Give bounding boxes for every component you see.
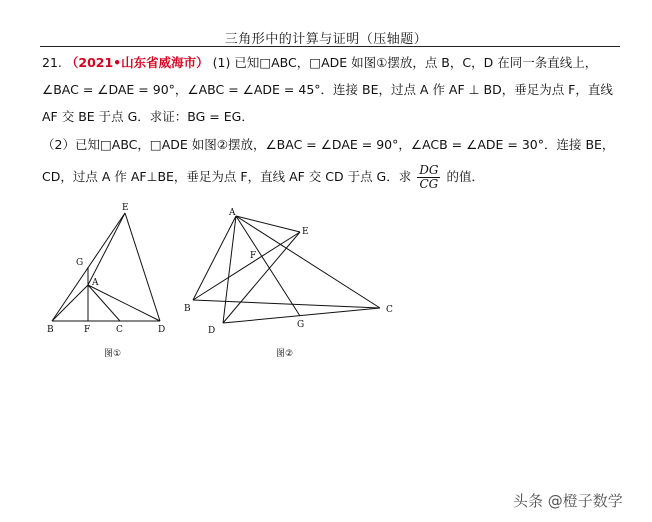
- fig2-segment-bc: [193, 300, 380, 308]
- fig1-caption: 图①: [104, 349, 122, 359]
- fraction-numerator: DG: [419, 163, 439, 177]
- fraction-denominator: CG: [419, 177, 439, 191]
- fig2-segment-ed: [223, 232, 300, 323]
- fig2-label-a: A: [229, 208, 236, 218]
- fig2-label-e: E: [302, 227, 309, 237]
- fig2-label-g: G: [297, 320, 305, 330]
- fig1-segment-ba: [52, 285, 88, 321]
- problem-text-4: （2）已知□ABC，□ADE 如图②摆放，∠BAC = ∠DAE = 90°，∠ACB = ∠ADE = 30°．连接 BE，: [42, 137, 615, 152]
- problem-text-1: (1) 已知□ABC，□ADE 如图①摆放，点 B，C，D 在同一条直线上，: [212, 55, 598, 70]
- fig2-segment-be: [193, 232, 300, 300]
- figure-2: [193, 216, 380, 323]
- problem-text-5b: 的值．: [446, 169, 484, 184]
- fig2-label-b: B: [184, 304, 191, 314]
- fig2-caption: 图②: [276, 349, 294, 359]
- fig2-segment-ab: [193, 216, 236, 300]
- fig1-segment-ac: [88, 285, 120, 321]
- fig2-segment-ad: [223, 216, 236, 323]
- problem-text-2: ∠BAC = ∠DAE = 90°，∠ABC = ∠ADE = 45°．连接 BE，过点 A 作 AF ⊥ BD，垂足为点 F，直线: [42, 82, 613, 97]
- fig1-label-d: D: [158, 325, 166, 335]
- fig1-segment-ad: [88, 285, 160, 321]
- fig1-label-a: A: [92, 278, 99, 288]
- problem-text-5a: CD，过点 A 作 AF⊥BE，垂足为点 F，直线 AF 交 CD 于点 G．求: [42, 169, 412, 184]
- problem-number: 21.: [42, 55, 62, 70]
- fig2-label-f: F: [250, 251, 257, 261]
- fig1-label-c: C: [116, 325, 123, 335]
- fig1-label-f: F: [84, 325, 91, 335]
- watermark: 头条 @橙子数学: [513, 492, 623, 510]
- fig1-label-g: G: [76, 258, 84, 268]
- fig2-label-d: D: [208, 326, 216, 336]
- problem-text-3: AF 交 BE 于点 G．求证：BG = EG．: [42, 109, 254, 124]
- fig2-label-c: C: [386, 305, 393, 315]
- fig1-segment-ae: [88, 213, 125, 285]
- page-title: 三角形中的计算与证明（压轴题）: [224, 32, 428, 47]
- fig1-segment-ed: [125, 213, 160, 321]
- figure-1: [52, 213, 160, 321]
- problem-source: （2021•山东省威海市）: [65, 55, 209, 70]
- fig1-label-b: B: [47, 325, 54, 335]
- fig2-segment-ae: [236, 216, 300, 232]
- fig1-label-e: E: [122, 203, 129, 213]
